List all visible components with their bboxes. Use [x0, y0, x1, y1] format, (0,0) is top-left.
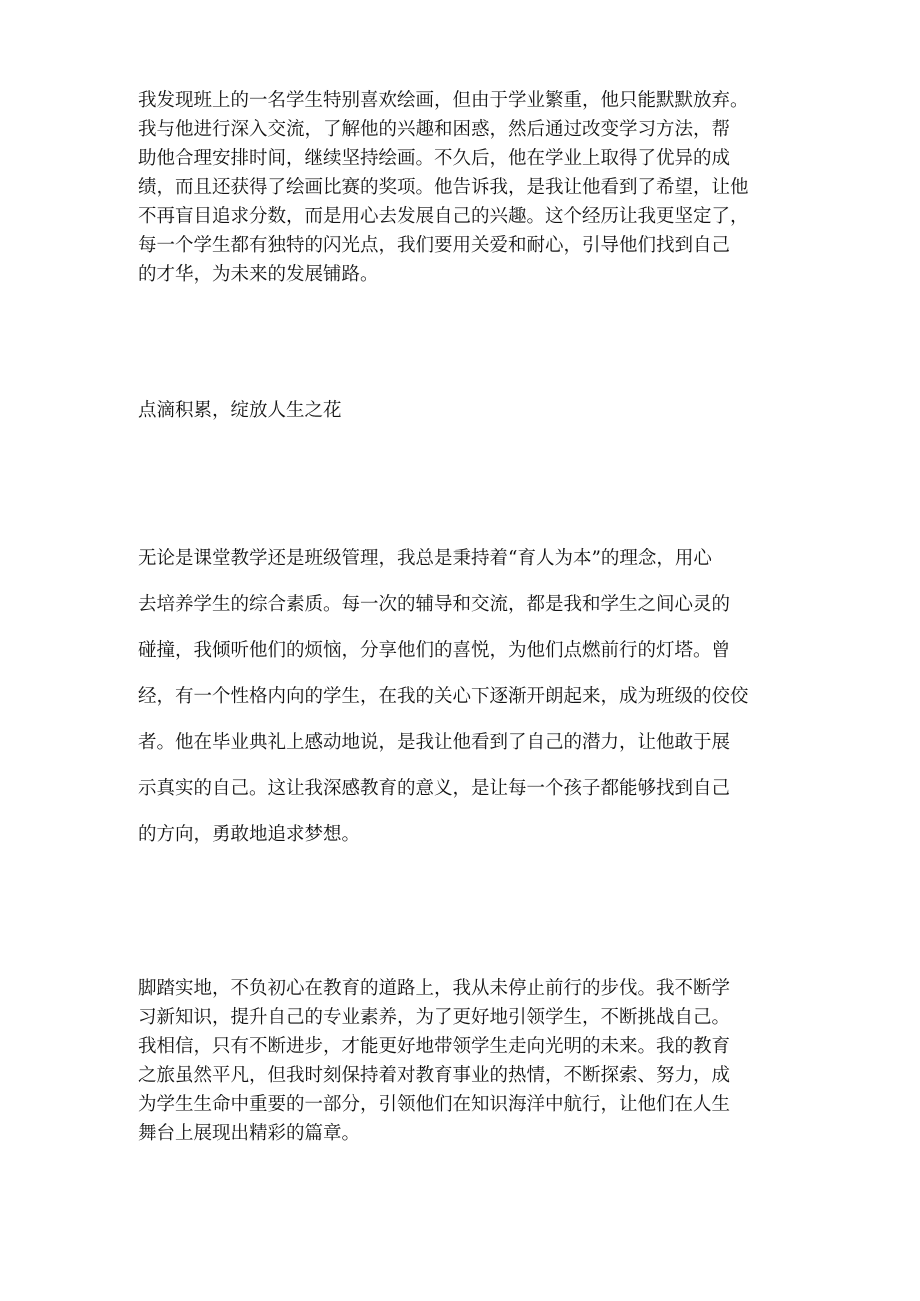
paragraph-line: 之旅虽然平凡，但我时刻保持着对教育事业的热情，不断探索、努力，成 — [138, 1065, 731, 1086]
paragraph-line: 无论是课堂教学还是班级管理，我总是秉持着“育人为本”的理念，用心 — [138, 548, 712, 569]
paragraph-line: 碰撞，我倾听他们的烦恼，分享他们的喜悦，为他们点燃前行的灯塔。曾 — [138, 640, 731, 661]
section-heading — [138, 396, 788, 426]
paragraph-student-drawing — [138, 86, 788, 289]
paragraph-line: 脚踏实地，不负初心在教育的道路上，我从未停止前行的步伐。我不断学 — [138, 978, 731, 999]
section-heading-text: 点滴积累，绽放人生之花 — [138, 400, 342, 421]
paragraph-line: 为学生生命中重要的一部分，引领他们在知识海洋中航行，让他们在人生 — [138, 1094, 731, 1115]
paragraph-line: 舞台上展现出精彩的篇章。 — [138, 1123, 361, 1144]
paragraph-line: 我发现班上的一名学生特别喜欢绘画，但由于学业繁重，他只能默默放弃。 — [138, 90, 749, 111]
paragraph-line: 每一个学生都有独特的闪光点，我们要用关爱和耐心，引导他们找到自己 — [138, 235, 731, 256]
paragraph-line: 的才华，为未来的发展铺路。 — [138, 264, 379, 285]
paragraph-line: 经，有一个性格内向的学生，在我的关心下逐渐开朗起来，成为班级的佼佼 — [138, 686, 749, 707]
paragraph-line: 去培养学生的综合素质。每一次的辅导和交流，都是我和学生之间心灵的 — [138, 594, 731, 615]
paragraph-line: 绩，而且还获得了绘画比赛的奖项。他告诉我，是我让他看到了希望，让他 — [138, 177, 749, 198]
paragraph-line: 示真实的自己。这让我深感教育的意义，是让每一个孩子都能够找到自己 — [138, 778, 731, 799]
paragraph-line: 习新知识，提升自己的专业素养，为了更好地引领学生，不断挑战自己。 — [138, 1007, 731, 1028]
paragraph-line: 的方向，勇敢地追求梦想。 — [138, 824, 361, 845]
paragraph-line: 不再盲目追求分数，而是用心去发展自己的兴趣。这个经历让我更坚定了， — [138, 206, 749, 227]
paragraph-line: 我相信，只有不断进步，才能更好地带领学生走向光明的未来。我的教育 — [138, 1036, 731, 1057]
paragraph-continuous-growth — [138, 974, 788, 1148]
paragraph-line: 我与他进行深入交流，了解他的兴趣和困惑，然后通过改变学习方法，帮 — [138, 119, 731, 140]
paragraph-line: 者。他在毕业典礼上感动地说，是我让他看到了自己的潜力，让他敢于展 — [138, 732, 731, 753]
paragraph-education-philosophy — [138, 536, 788, 858]
paragraph-line: 助他合理安排时间，继续坚持绘画。不久后，他在学业上取得了优异的成 — [138, 148, 731, 169]
